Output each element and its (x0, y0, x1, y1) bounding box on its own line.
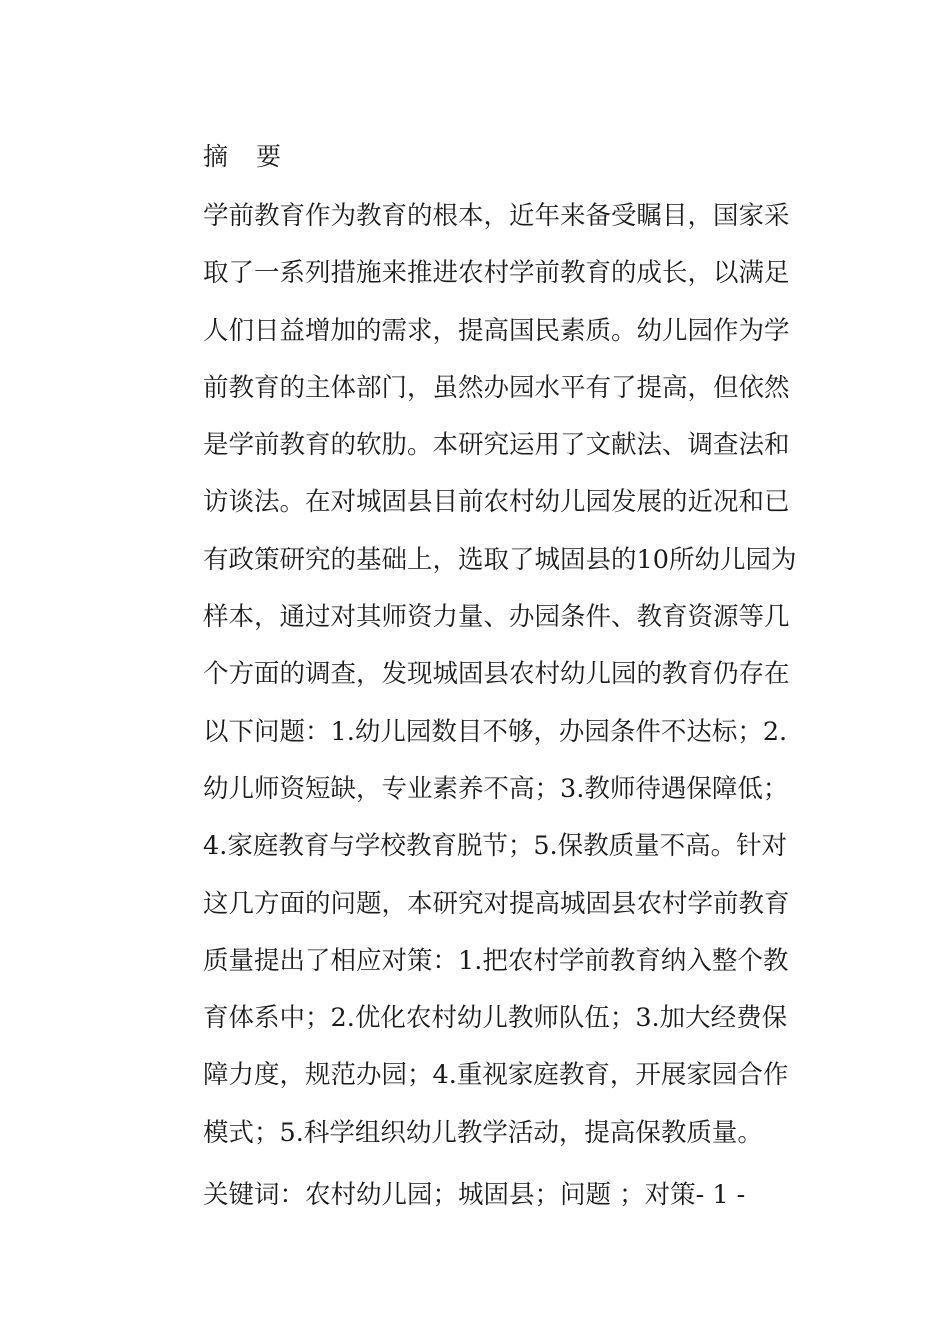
abstract-line: 学前教育作为教育的根本，近年来备受瞩目，国家采 (203, 201, 790, 231)
abstract-line: 人们日益增加的需求，提高国民素质。幼儿园作为学 (203, 315, 790, 346)
abstract-line: 质量提出了相应对策：1.把农村学前教育纳入整个教 (203, 945, 789, 976)
keywords-line: 关键词：农村幼儿园；城固县；问题 ；对策 (203, 1180, 696, 1210)
abstract-line: 取了一系列措施来推进农村学前教育的成长，以满足 (203, 258, 790, 289)
keywords-row (203, 1175, 745, 1215)
page-number: - 1 - (695, 1180, 746, 1210)
abstract-line: 育体系中；2.优化农村幼儿教师队伍；3.加大经费保 (203, 1003, 788, 1034)
abstract-line: 这几方面的问题，本研究对提高城固县农村学前教育 (203, 888, 790, 919)
abstract-line: 有政策研究的基础上，选取了城固县的10所幼儿园为 (203, 544, 797, 575)
abstract-body (203, 196, 803, 1170)
abstract-line: 样本，通过对其师资力量、办园条件、教育资源等几 (203, 602, 790, 633)
abstract-line: 以下问题：1.幼儿园数目不够，办园条件不达标；2. (203, 716, 788, 747)
abstract-line: 障力度，规范办园；4.重视家庭教育，开展家园合作 (203, 1060, 789, 1091)
abstract-line: 4.家庭教育与学校教育脱节；5.保教质量不高。针对 (203, 831, 788, 862)
abstract-line: 是学前教育的软肋。本研究运用了文献法、调查法和 (203, 430, 790, 461)
abstract-line: 前教育的主体部门，虽然办园水平有了提高，但依然 (203, 372, 790, 403)
abstract-line: 幼儿师资短缺，专业素养不高；3.教师待遇保障低； (203, 773, 789, 804)
abstract-line: 访谈法。在对城固县目前农村幼儿园发展的近况和已 (203, 487, 790, 518)
abstract-line: 个方面的调查，发现城固县农村幼儿园的教育仍存在 (203, 659, 790, 690)
abstract-line: 模式；5.科学组织幼儿教学活动，提高保教质量。 (203, 1117, 763, 1148)
abstract-heading: 摘 要 (203, 142, 291, 171)
